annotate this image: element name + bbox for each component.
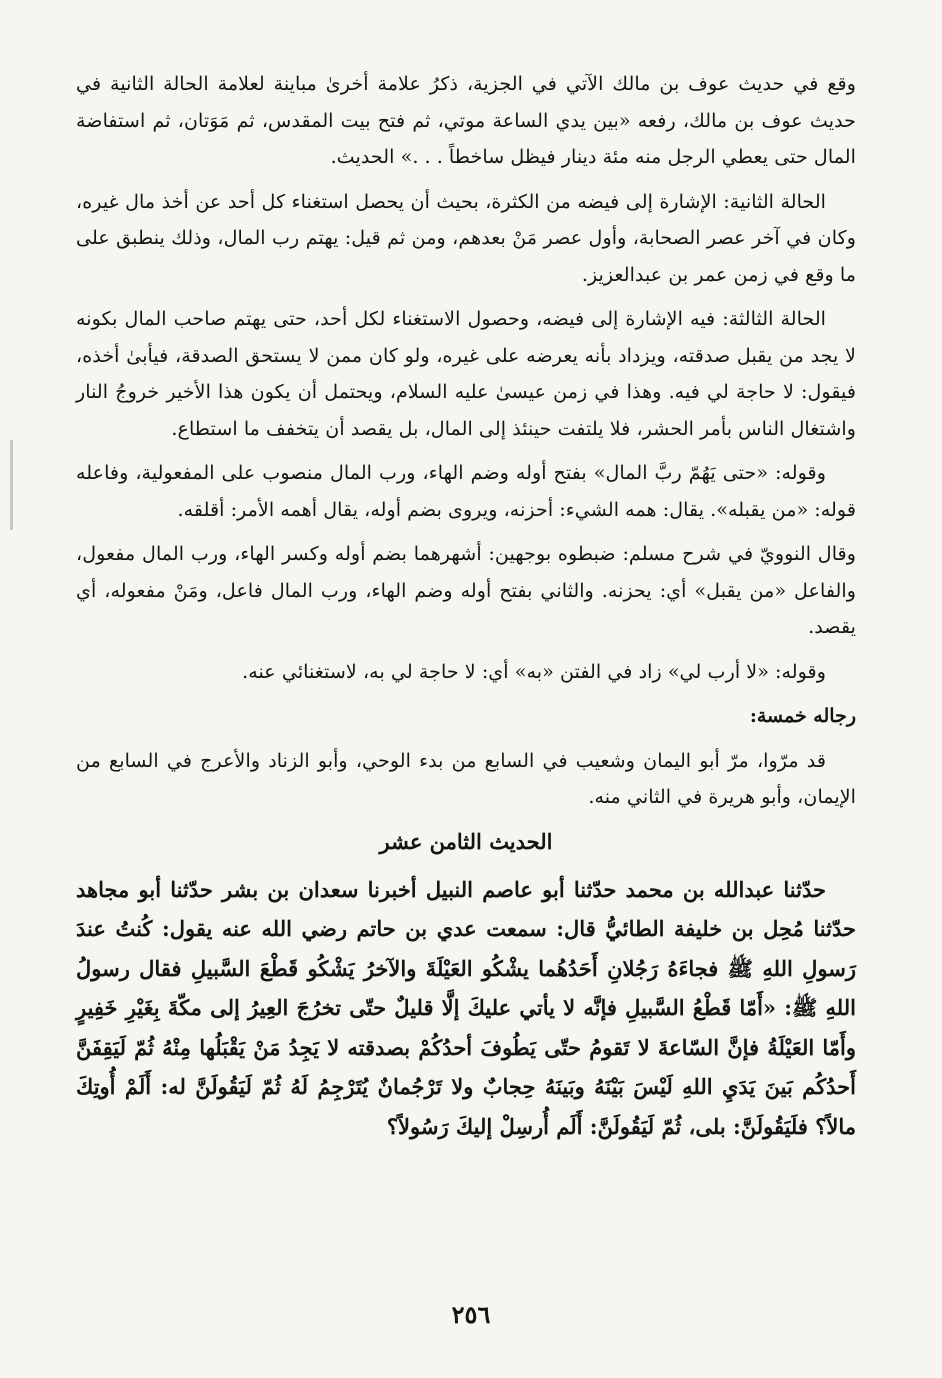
paragraph-3: الحالة الثالثة: فيه الإشارة إلى فيضه، وحصول الاستغناء لكل أحد، حتى يهتم صاحب المال بكونه لا يجد من يقبل صدقته، ويزداد بأنه يعرضه على غيره، ولو كان ممن لا يستحق الصدقة، فيأبىٰ أخذه، فيقول: لا حاجة لي فيه. وهذا في زمن عيسىٰ عليه السلام، ويحتمل أن يكون هذا الأخير خروجُ النار واشتغال الناس بأمر الحشر، فلا يلتفت حينئذ إلى المال، بل يقصد أن يتخفف ما استطاع.: [76, 307, 856, 440]
scan-edge-mark: [10, 440, 13, 530]
page-number: ٢٥٦: [451, 1300, 491, 1329]
paragraph-5: وقال النوويّ في شرح مسلم: ضبطوه بوجهين: أشهرهما بضم أوله وكسر الهاء، ورب المال مفعول، والفاعل «من يقبل» أي: يحزنه. والثاني بفتح أوله وضم الهاء، ورب المال فاعل، ومَنْ مفعوله، أي يقصد.: [76, 542, 856, 638]
paragraph-6: وقوله: «لا أرب لي» زاد في الفتن «به» أي: لا حاجة لي به، لاستغنائي عنه.: [242, 659, 826, 683]
paragraph-4: وقوله: «حتى يَهُمّ ربَّ المال» بفتح أوله وضم الهاء، ورب المال منصوب على المفعولية، وفاعله قوله: «من يقبله». يقال: همه الشيء: أحزنه، ويروى بضم أوله، يقال أهمه الأمر: أقلقه.: [76, 461, 856, 521]
hadith-text: حدّثنا عبدالله بن محمد حدّثنا أبو عاصم النبيل أخبرنا سعدان بن بشر حدّثنا أبو مجاهد حدّثنا مُحِل بن خليفة الطائيُّ قال: سمعت عدي بن حاتم رضي الله عنه يقول: كُنتُ عندَ رَسولِ اللهِ ﷺ فجاءَهُ رَجُلانِ أَحَدُهُما يشْكُو العَيْلَةَ والآخرُ يَشْكُو قَطْعَ السَّبيلِ فقال رسولُ اللهِ ﷺ: «أَمّا قَطْعُ السَّبيلِ فإنَّه لا يأتي عليكَ إلَّا قليلٌ حتّى تخرُجَ العِيرُ إلى مكّةَ بِغَيْرِ خَفِيرٍ وأَمّا العَيْلَةُ فإنَّ السّاعةَ لا تَقومُ حتّى يَطُوفَ أحدُكُمْ بصدقته لا يَجِدُ مَنْ يَقْبَلُها مِنْهُ ثُمّ لَيَقِفَنَّ أَحدُكُم بَينَ يَدَيِ اللهِ لَيْسَ بَيْنَهُ وبَينَهُ حِجابٌ ولا تَرْجُمانٌ يُتَرْجِمُ لَهُ ثُمّ لَيَقُولَنَّ له: أَلَمْ أُوتِكَ مالاً؟ فلَيَقُولَنَّ: بلى، ثُمّ لَيَقُولَنَّ: أَلَم أُرسِلْ إليكَ رَسُولاً؟: [76, 876, 856, 1139]
paragraph-2: الحالة الثانية: الإشارة إلى فيضه من الكثرة، بحيث أن يحصل استغناء كل أحد عن أخذ مال غيره، وكان في آخر عصر الصحابة، وأول عصر مَنْ بعدهم، ومن ثم قيل: يهتم رب المال، وذلك ينطبق على ما وقع في زمن عمر بن عبدالعزيز.: [76, 189, 856, 286]
rijal-heading: رجاله خمسة:: [749, 705, 856, 727]
rijal-body: قد مرّوا، مرّ أبو اليمان وشعيب في السابع من بدء الوحي، وأبو الزناد والأعرج في السابع من الإيمان، وأبو هريرة في الثاني منه.: [76, 748, 856, 808]
paragraph-1: وقع في حديث عوف بن مالك الآتي في الجزية، ذكرُ علامة أخرىٰ مباينة لعلامة الحالة الثانية في حديث عوف بن مالك، رفعه «بين يدي الساعة موتي، ثم فتح بيت المقدس، ثم مَوَتان، ثم استفاضة المال حتى يعطي الرجل منه مئة دينار فيظل ساخطاً . . .» الحديث.: [76, 72, 856, 168]
section-title: الحديث الثامن عشر: [379, 828, 553, 854]
